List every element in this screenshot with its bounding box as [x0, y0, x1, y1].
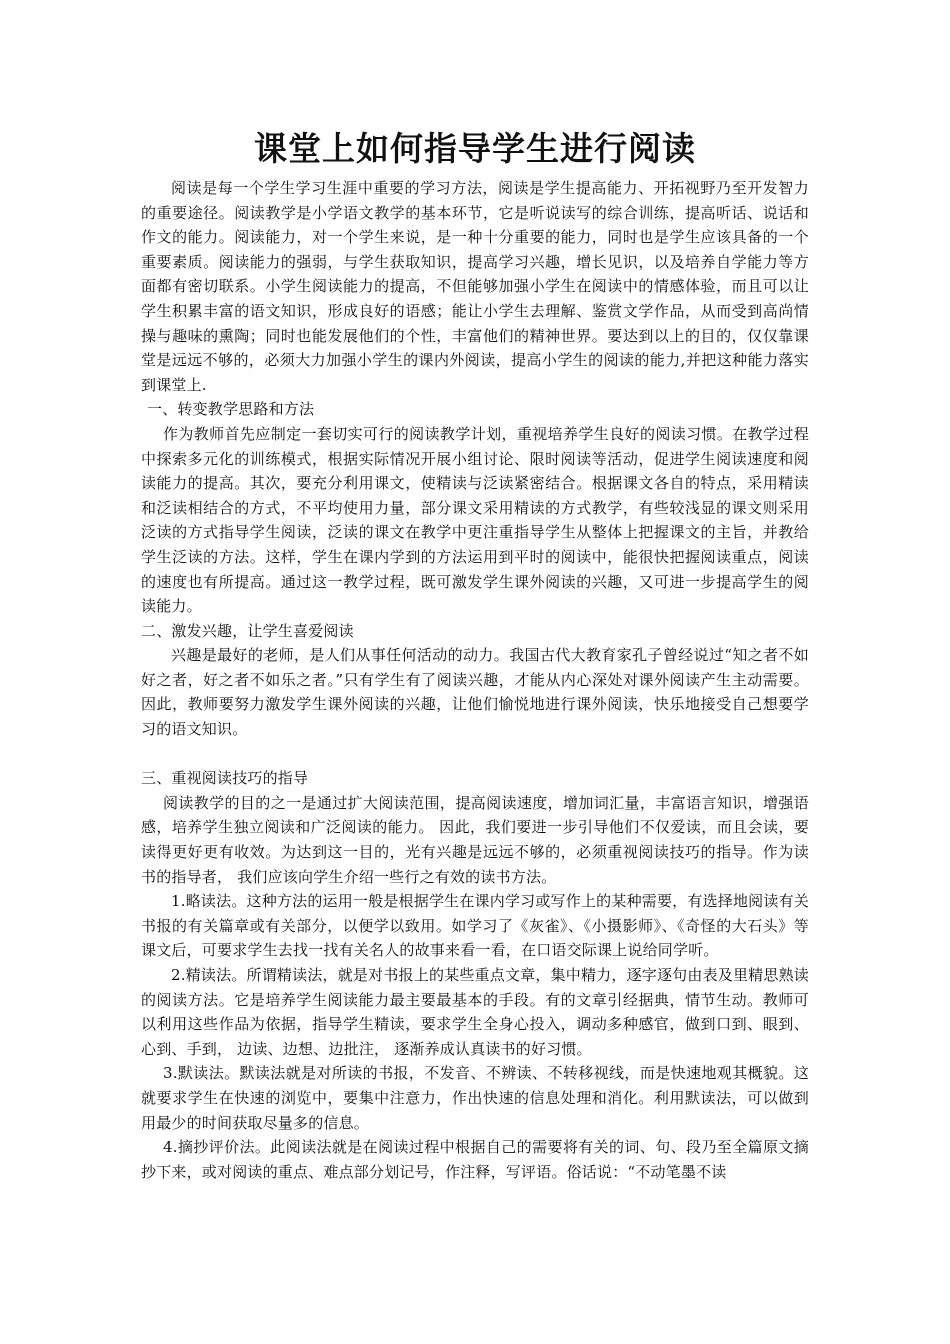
- method-excerpt-paragraph: 4.摘抄评价法。此阅读法就是在阅读过程中根据自己的需要将有关的词、句、段乃至全篇原文摘抄下来，或对阅读的重点、难点部分划记号，作注释，写评语。俗话说：“不动笔墨不读: [141, 1138, 809, 1181]
- intro-paragraph: 阅读是每一个学生学习生涯中重要的学习方法，阅读是学生提高能力、开拓视野乃至开发智力的重要途径。阅读教学是小学语文教学的基本环节，它是听说读写的综合训练，提高听话、说话和作文的能力。阅读能力，对一个学生来说，是一种十分重要的能力，同时也是学生应该具备的一个重要素质。阅读能力的强弱，与学生获取知识，提高学习兴趣，增长见识，以及培养自学能力等方面都有密切联系。小学生阅读能力的提高，不但能够加强小学生在阅读中的情感体验，而且可以让学生积累丰富的语文知识，形成良好的语感；能让小学生去理解、鉴赏文学作品，从而受到高尚情操与趣味的熏陶；同时也能发展他们的个性，丰富他们的精神世界。要达到以上的目的，仅仅靠课堂是远远不够的，必须大力加强小学生的课内外阅读，提高小学生的阅读的能力,并把这种能力落实到课堂上.: [141, 179, 809, 394]
- section-heading-1: 一、转变教学思路和方法: [147, 400, 315, 419]
- section-2-paragraph: 兴趣是最好的老师，是人们从事任何活动的动力。我国古代大教育家孔子曾经说过“知之者不如好之者，好之者不如乐之者。”只有学生有了阅读兴趣，才能从内心深处对课外阅读产生主动需要。因此，教师要努力激发学生课外阅读的兴趣，让他们愉悦地进行课外阅读，快乐地接受自己想要学习的语文知识。: [141, 646, 809, 739]
- section-3-paragraph: 阅读教学的目的之一是通过扩大阅读范围，提高阅读速度，增加词汇量，丰富语言知识，增强语感，培养学生独立阅读和广泛阅读的能力。 因此，我们要进一步引导他们不仅爱读，而且会读，要读得更好更有收效。为达到这一目的，光有兴趣是远远不够的，必须重视阅读技巧的指导。作为读书的指导者， 我们应该向学生介绍一些行之有效的读书方法。: [141, 793, 809, 886]
- method-skimming-paragraph: 1.略读法。这种方法的运用一般是根据学生在课内学习或写作上的某种需要，有选择地阅读有关书报的有关篇章或有关部分，以便学以致用。如学习了《灰雀》、《小摄影师》、《奇怪的大石头》等课文后，可要求学生去找一找有关名人的故事来看一看，在口语交际课上说给同学听。: [141, 892, 809, 960]
- section-heading-2: 二、激发兴趣，让学生喜爱阅读: [141, 621, 354, 640]
- section-heading-3: 三、重视阅读技巧的指导: [141, 769, 309, 788]
- document-title: 课堂上如何指导学生进行阅读: [254, 129, 696, 168]
- method-silent-paragraph: 3.默读法。默读法就是对所读的书报，不发音、不辨读、不转移视线，而是快速地观其概貌。这就要求学生在快速的浏览中，要集中注意力，作出快速的信息处理和消化。利用默读法，可以做到用最少的时间获取尽量多的信息。: [141, 1064, 809, 1132]
- method-intensive-paragraph: 2.精读法。所谓精读法，就是对书报上的某些重点文章，集中精力，逐字逐句由表及里精思熟读的阅读方法。它是培养学生阅读能力最主要最基本的手段。有的文章引经据典，情节生动。教师可以利用这些作品为依据，指导学生精读，要求学生全身心投入，调动多种感官，做到口到、眼到、心到、手到， 边读、边想、边批注， 逐渐养成认真读书的好习惯。: [141, 966, 809, 1058]
- section-1-paragraph: 作为教师首先应制定一套切实可行的阅读教学计划，重视培养学生良好的阅读习惯。在教学过程中探索多元化的训练模式，根据实际情况开展小组讨论、限时阅读等活动，促进学生阅读速度和阅读能力的提高。其次，要充分利用课文，使精读与泛读紧密结合。根据课文各自的特点，采用精读和泛读相结合的方式，不平均使用力量，部分课文采用精读的方式教学，有些较浅显的课文则采用泛读的方式指导学生阅读，泛读的课文在教学中更注重指导学生从整体上把握课文的主旨，并教给学生泛读的方法。这样，学生在课内学到的方法运用到平时的阅读中，能很快把握阅读重点，阅读的速度也有所提高。通过这一教学过程，既可激发学生课外阅读的兴趣，又可进一步提高学生的阅读能力。: [141, 424, 809, 616]
- blank-line: [141, 742, 809, 767]
- document-body: [141, 176, 809, 1184]
